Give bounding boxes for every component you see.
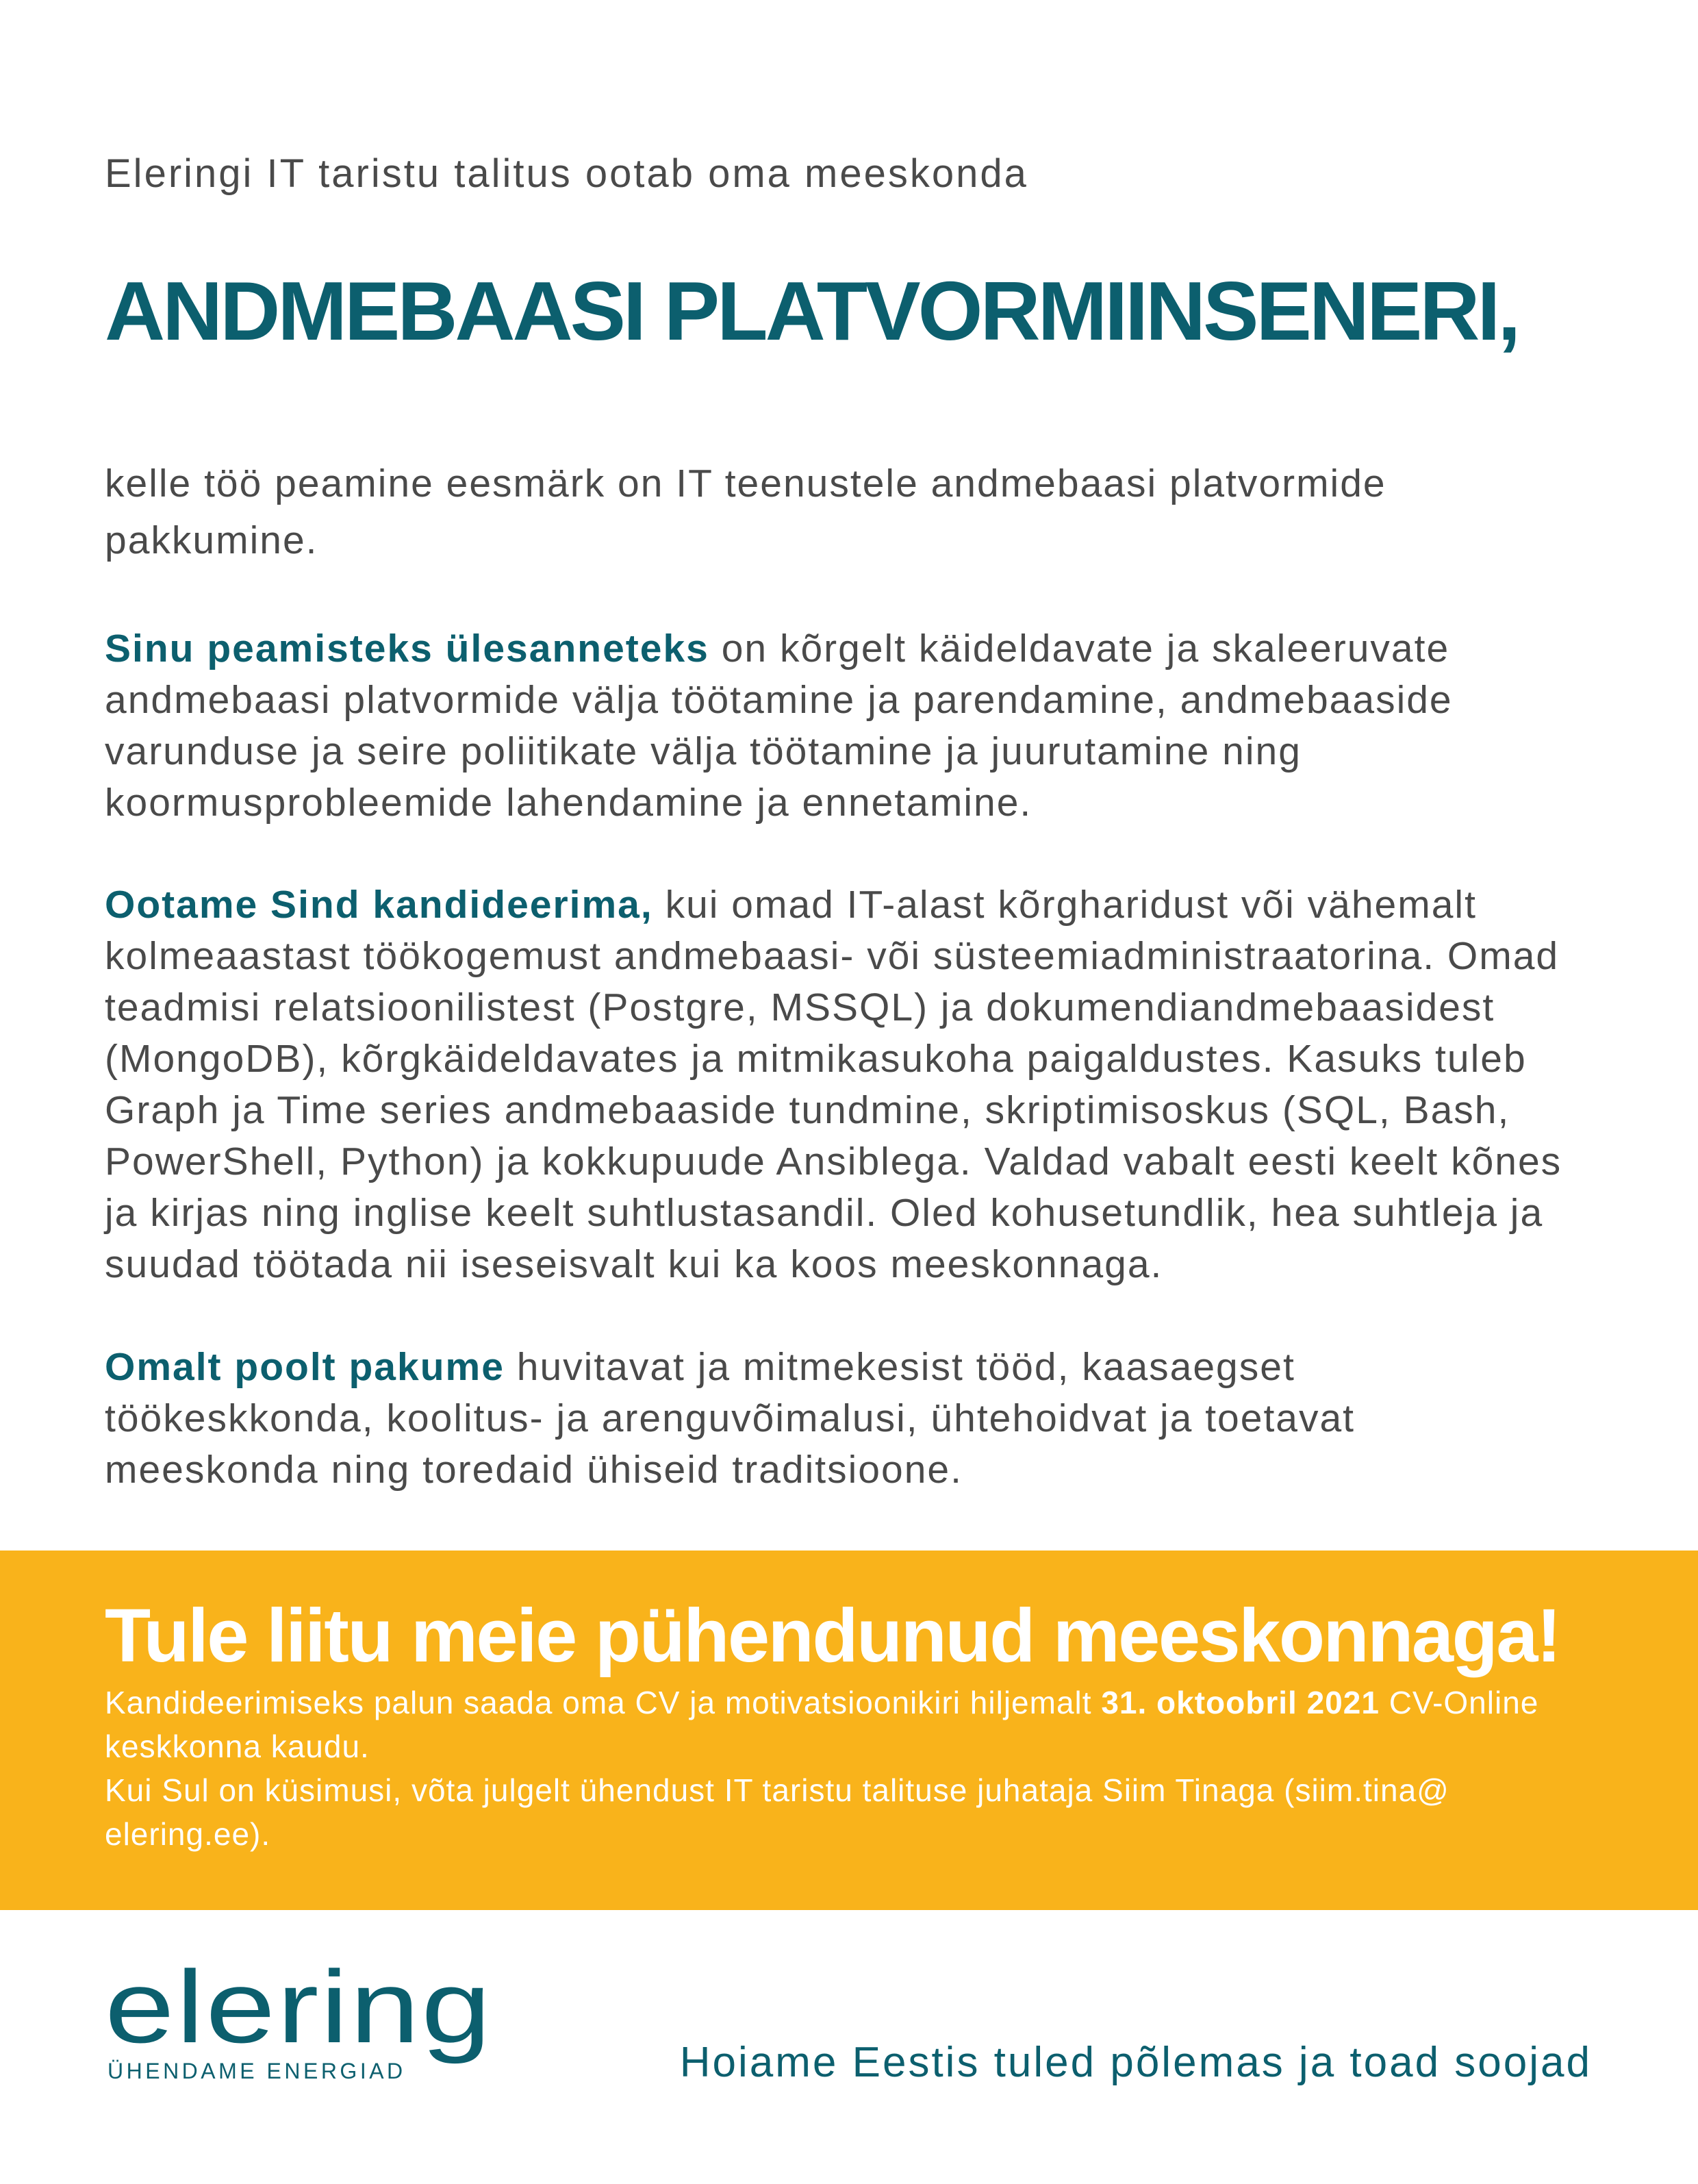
cta-text (105, 1681, 1538, 1856)
requirements-line: suudad töötada nii iseseisvalt kui ka koos meeskonnaga. (105, 1242, 1163, 1286)
apply-channel: CV-Online (1389, 1685, 1539, 1720)
tasks-line: koormusprobleemide lahendamine ja ennetamine. (105, 781, 1032, 825)
offer-line (105, 1342, 1355, 1393)
apply-line: keskkonna kaudu. (105, 1729, 370, 1764)
requirements-line: PowerShell, Python) ja kokkupuude Ansiblega. Valdad vabalt eesti keelt kõnes (105, 1140, 1562, 1183)
tasks-line: andmebaasi platvormide välja töötamine ja parendamine, andmebaaside (105, 678, 1453, 722)
tasks-line: varunduse ja seire poliitikate välja töötamine ja juurutamine ning (105, 729, 1302, 773)
offer-paragraph (105, 1342, 1355, 1496)
requirements-line: teadmisi relatsioonilistest (Postgre, MSSQL) ja dokumendiandmebaasidest (105, 986, 1495, 1029)
requirements-line: Graph ja Time series andmebaaside tundmine, skriptimisoskus (SQL, Bash, (105, 1088, 1510, 1132)
requirements-text: kui omad IT-alast kõrgharidust või vähemalt (665, 883, 1477, 927)
job-title: ANDMEBAASI PLATVORMIINSENERI, (105, 264, 1519, 357)
apply-text: Kandideerimiseks palun saada oma CV ja motivatsioonikiri hiljemalt (105, 1685, 1092, 1720)
tasks-lead: Sinu peamisteks ülesanneteks (105, 627, 709, 670)
apply-line (105, 1681, 1538, 1724)
requirements-paragraph (105, 879, 1562, 1290)
requirements-lead: Ootame Sind kandideerima, (105, 883, 653, 927)
contact-line: Kui Sul on küsimusi, võta julgelt ühendust IT taristu talituse juhataja Siim Tinaga (siim.tina@ (105, 1772, 1449, 1808)
tasks-line (105, 623, 1453, 675)
deadline-date: 31. oktoobril 2021 (1101, 1685, 1380, 1720)
offer-line: meeskonda ning toredaid ühiseid traditsioone. (105, 1448, 963, 1492)
elering-logo-tagline: ÜHENDAME ENERGIAD (107, 2059, 406, 2083)
purpose-line: kelle töö peamine eesmärk on IT teenustele andmebaasi platvormide (105, 462, 1386, 505)
elering-logo-wordmark: elering (105, 1949, 493, 2064)
requirements-line: ja kirjas ning inglise keelt suhtlustasandil. Oled kohusetundlik, hea suhtleja ja (105, 1191, 1544, 1235)
purpose-line: pakkumine. (105, 518, 318, 562)
call-to-action-band (0, 1551, 1698, 1910)
offer-text: huvitavat ja mitmekesist tööd, kaasaegset (516, 1345, 1295, 1389)
requirements-line (105, 879, 1562, 931)
contact-line: elering.ee). (105, 1816, 271, 1852)
purpose-paragraph (105, 455, 1386, 569)
footer-slogan: Hoiame Eestis tuled põlemas ja toad soojad (679, 2039, 1592, 2086)
requirements-line: (MongoDB), kõrgkäideldavates ja mitmikasukoha paigaldustes. Kasuks tuleb (105, 1037, 1527, 1081)
offer-line: töökeskkonda, koolitus- ja arenguvõimalusi, ühtehoidvat ja toetavat (105, 1396, 1356, 1440)
offer-lead: Omalt poolt pakume (105, 1345, 505, 1389)
tasks-text: on kõrgelt käideldavate ja skaleeruvate (721, 627, 1450, 670)
intro-line: Eleringi IT taristu talitus ootab oma meeskonda (105, 151, 1028, 196)
requirements-line: kolmeaastast töökogemust andmebaasi- või süsteemiadministraatorina. Omad (105, 934, 1560, 978)
tasks-paragraph (105, 623, 1453, 829)
cta-heading: Tule liitu meie pühendunud meeskonnaga! (105, 1594, 1560, 1678)
